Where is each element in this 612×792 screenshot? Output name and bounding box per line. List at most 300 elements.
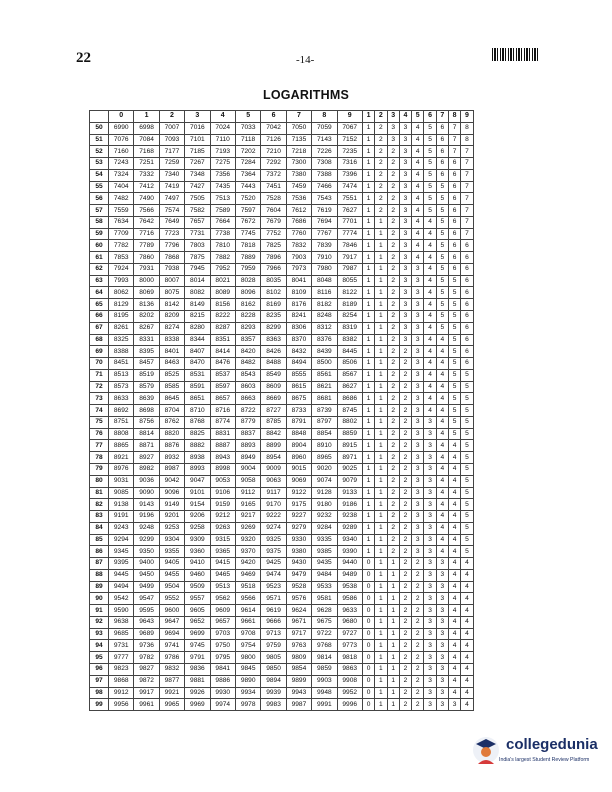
mean-difference-cell: 3 — [412, 346, 424, 358]
mean-difference-cell: 3 — [399, 169, 411, 181]
mantissa-cell: 8195 — [109, 311, 134, 323]
mean-difference-cell: 2 — [387, 322, 399, 334]
row-header: 73 — [90, 393, 109, 405]
mantissa-cell: 8325 — [109, 334, 134, 346]
mantissa-cell: 9777 — [109, 652, 134, 664]
mantissa-cell: 8241 — [286, 311, 311, 323]
mean-difference-cell: 7 — [461, 169, 473, 181]
mean-difference-cell: 1 — [362, 487, 374, 499]
mantissa-cell: 7324 — [109, 169, 134, 181]
mean-difference-cell: 1 — [362, 358, 374, 370]
mantissa-cell: 9605 — [185, 605, 210, 617]
mean-difference-cell: 4 — [436, 522, 448, 534]
mantissa-cell: 7340 — [159, 169, 184, 181]
mantissa-cell: 9624 — [286, 605, 311, 617]
mean-difference-cell: 2 — [399, 346, 411, 358]
mantissa-cell: 7404 — [109, 181, 134, 193]
table-row — [90, 511, 474, 523]
mantissa-cell: 7143 — [312, 134, 337, 146]
mantissa-cell: 9823 — [109, 663, 134, 675]
page-title: LOGARITHMS — [262, 88, 350, 102]
mean-difference-cell: 2 — [387, 369, 399, 381]
mean-difference-cell: 5 — [448, 311, 460, 323]
mean-difference-cell: 1 — [362, 511, 374, 523]
mean-difference-cell: 7 — [461, 158, 473, 170]
mean-difference-cell: 4 — [412, 193, 424, 205]
mantissa-cell: 9736 — [134, 640, 159, 652]
mantissa-cell: 9643 — [134, 616, 159, 628]
mantissa-cell: 9552 — [159, 593, 184, 605]
mean-difference-cell: 2 — [399, 452, 411, 464]
mantissa-cell: 9101 — [185, 487, 210, 499]
mean-difference-cell: 2 — [399, 593, 411, 605]
mantissa-cell: 9961 — [134, 699, 159, 711]
mantissa-cell: 7435 — [210, 181, 235, 193]
mean-difference-cell: 2 — [399, 428, 411, 440]
mean-difference-cell: 6 — [448, 158, 460, 170]
table-row — [90, 146, 474, 158]
mantissa-cell: 6990 — [109, 122, 134, 134]
row-header: 50 — [90, 122, 109, 134]
mean-difference-cell: 7 — [461, 181, 473, 193]
mantissa-cell: 8932 — [159, 452, 184, 464]
mantissa-cell: 9566 — [235, 593, 260, 605]
mantissa-cell: 7513 — [210, 193, 235, 205]
mean-difference-cell: 5 — [461, 440, 473, 452]
table-header-row — [90, 111, 474, 123]
table-row — [90, 487, 474, 499]
mean-difference-cell: 3 — [412, 299, 424, 311]
mean-difference-cell: 3 — [399, 146, 411, 158]
mantissa-cell: 9722 — [312, 628, 337, 640]
mantissa-cell: 9917 — [134, 687, 159, 699]
mantissa-cell: 9908 — [337, 675, 362, 687]
mean-difference-cell: 1 — [375, 699, 387, 711]
mantissa-cell: 9890 — [235, 675, 260, 687]
mantissa-cell: 8791 — [286, 416, 311, 428]
mean-difference-cell: 6 — [448, 181, 460, 193]
mean-difference-cell: 3 — [412, 263, 424, 275]
mantissa-cell: 8142 — [159, 299, 184, 311]
mean-difference-cell: 3 — [412, 393, 424, 405]
mantissa-cell: 7649 — [159, 216, 184, 228]
mantissa-cell: 8615 — [286, 381, 311, 393]
mean-difference-cell: 3 — [424, 675, 436, 687]
mean-difference-cell: 3 — [412, 534, 424, 546]
mantissa-cell: 7973 — [286, 263, 311, 275]
mantissa-cell: 8657 — [210, 393, 235, 405]
mantissa-cell: 9253 — [159, 522, 184, 534]
mantissa-cell: 9652 — [185, 616, 210, 628]
mean-difference-cell: 1 — [362, 463, 374, 475]
mean-difference-cell: 4 — [461, 663, 473, 675]
mean-difference-cell: 3 — [412, 405, 424, 417]
mean-difference-cell: 1 — [375, 640, 387, 652]
table-row — [90, 311, 474, 323]
mean-difference-cell: 4 — [461, 687, 473, 699]
mean-difference-cell: 1 — [375, 311, 387, 323]
mean-difference-cell: 1 — [362, 369, 374, 381]
mean-difference-cell: 2 — [387, 181, 399, 193]
mean-difference-cell: 4 — [448, 581, 460, 593]
mantissa-cell: 9325 — [261, 534, 286, 546]
mean-difference-cell: 4 — [448, 499, 460, 511]
mantissa-cell: 8267 — [134, 322, 159, 334]
mean-difference-cell: 4 — [424, 322, 436, 334]
row-header: 57 — [90, 205, 109, 217]
mean-difference-cell: 2 — [375, 205, 387, 217]
mantissa-cell: 8182 — [312, 299, 337, 311]
mantissa-cell: 7860 — [134, 252, 159, 264]
mantissa-cell: 9708 — [235, 628, 260, 640]
mantissa-cell: 9390 — [337, 546, 362, 558]
row-header: 90 — [90, 593, 109, 605]
mean-difference-cell: 3 — [436, 558, 448, 570]
mantissa-cell: 9586 — [337, 593, 362, 605]
mantissa-cell: 9047 — [185, 475, 210, 487]
mean-difference-cell: 4 — [436, 511, 448, 523]
mantissa-cell: 7810 — [210, 240, 235, 252]
mean-difference-cell: 4 — [461, 558, 473, 570]
mean-difference-cell: 4 — [448, 593, 460, 605]
row-header: 54 — [90, 169, 109, 181]
mean-difference-cell: 1 — [362, 416, 374, 428]
mantissa-cell: 9112 — [235, 487, 260, 499]
mantissa-cell: 9628 — [312, 605, 337, 617]
mean-difference-cell: 6 — [461, 263, 473, 275]
mantissa-cell: 9952 — [337, 687, 362, 699]
mean-difference-cell: 7 — [461, 216, 473, 228]
mantissa-cell: 8633 — [109, 393, 134, 405]
mean-difference-cell: 4 — [461, 699, 473, 711]
mean-difference-cell: 2 — [387, 216, 399, 228]
mantissa-cell: 8235 — [261, 311, 286, 323]
mantissa-cell: 7566 — [134, 205, 159, 217]
mean-difference-cell: 6 — [448, 240, 460, 252]
mantissa-cell: 9859 — [312, 663, 337, 675]
mantissa-cell: 8319 — [337, 322, 362, 334]
mantissa-cell: 9284 — [312, 522, 337, 534]
mean-difference-cell: 1 — [362, 475, 374, 487]
mantissa-cell: 8555 — [286, 369, 311, 381]
mantissa-cell: 9542 — [109, 593, 134, 605]
mean-difference-cell: 4 — [448, 475, 460, 487]
mantissa-cell: 7110 — [210, 134, 235, 146]
mean-difference-cell: 3 — [387, 122, 399, 134]
mantissa-cell: 9978 — [235, 699, 260, 711]
mean-difference-cell: 4 — [461, 675, 473, 687]
mean-difference-cell: 5 — [461, 369, 473, 381]
mean-difference-cell: 5 — [436, 287, 448, 299]
mantissa-cell: 9657 — [210, 616, 235, 628]
mantissa-cell: 9836 — [185, 663, 210, 675]
mean-difference-cell: 4 — [412, 228, 424, 240]
mean-difference-cell: 2 — [387, 405, 399, 417]
mantissa-cell: 9455 — [159, 569, 184, 581]
table-row — [90, 334, 474, 346]
mantissa-cell: 8162 — [235, 299, 260, 311]
mean-difference-cell: 4 — [424, 369, 436, 381]
mean-difference-cell: 6 — [436, 122, 448, 134]
mean-difference-cell: 1 — [362, 546, 374, 558]
mantissa-cell: 7466 — [312, 181, 337, 193]
mantissa-cell: 8096 — [235, 287, 260, 299]
mantissa-cell: 9814 — [312, 652, 337, 664]
mantissa-cell: 7694 — [312, 216, 337, 228]
mean-difference-cell: 3 — [424, 499, 436, 511]
mean-difference-cell: 1 — [375, 452, 387, 464]
mean-difference-cell: 3 — [424, 428, 436, 440]
mean-difference-cell: 2 — [387, 228, 399, 240]
mean-difference-cell: 0 — [362, 569, 374, 581]
mantissa-cell: 7101 — [185, 134, 210, 146]
mean-difference-cell: 3 — [412, 322, 424, 334]
mantissa-cell: 9138 — [109, 499, 134, 511]
mantissa-cell: 9106 — [210, 487, 235, 499]
logo-brand-text: collegedunia — [506, 736, 598, 753]
mantissa-cell: 9206 — [185, 511, 210, 523]
mean-difference-cell: 3 — [399, 181, 411, 193]
mantissa-cell: 8344 — [185, 334, 210, 346]
mantissa-cell: 7664 — [210, 216, 235, 228]
mean-difference-cell: 1 — [387, 699, 399, 711]
mean-difference-cell: 2 — [387, 252, 399, 264]
mean-difference-cell: 1 — [362, 452, 374, 464]
mantissa-cell: 9513 — [210, 581, 235, 593]
mean-difference-cell: 1 — [375, 299, 387, 311]
mantissa-cell: 7396 — [337, 169, 362, 181]
mean-difference-cell: 5 — [436, 252, 448, 264]
mean-difference-cell: 2 — [387, 334, 399, 346]
mantissa-cell: 8254 — [337, 311, 362, 323]
mean-difference-cell: 3 — [424, 463, 436, 475]
mean-difference-cell: 2 — [375, 169, 387, 181]
mantissa-cell: 7451 — [261, 181, 286, 193]
mean-difference-cell: 1 — [362, 287, 374, 299]
mean-difference-cell: 3 — [412, 381, 424, 393]
mean-difference-cell: 1 — [375, 416, 387, 428]
mantissa-cell: 7160 — [109, 146, 134, 158]
mantissa-cell: 8621 — [312, 381, 337, 393]
mantissa-cell: 8109 — [286, 287, 311, 299]
mean-difference-cell: 2 — [412, 663, 424, 675]
mean-difference-cell: 4 — [424, 381, 436, 393]
row-header: 68 — [90, 334, 109, 346]
mantissa-cell: 9614 — [235, 605, 260, 617]
row-header: 61 — [90, 252, 109, 264]
mantissa-cell: 8149 — [185, 299, 210, 311]
mean-difference-cell: 3 — [424, 452, 436, 464]
mantissa-cell: 7945 — [185, 263, 210, 275]
mean-difference-cell: 2 — [387, 440, 399, 452]
mean-difference-cell: 3 — [436, 616, 448, 628]
mantissa-cell: 8831 — [210, 428, 235, 440]
mean-difference-cell: 2 — [399, 616, 411, 628]
mean-difference-cell: 2 — [399, 358, 411, 370]
mantissa-cell: 9201 — [159, 511, 184, 523]
row-header: 93 — [90, 628, 109, 640]
mean-difference-cell: 4 — [424, 311, 436, 323]
mean-difference-cell: 1 — [375, 687, 387, 699]
mean-difference-cell: 6 — [448, 169, 460, 181]
mantissa-cell: 9180 — [312, 499, 337, 511]
mantissa-cell: 8494 — [286, 358, 311, 370]
mantissa-cell: 8222 — [210, 311, 235, 323]
mean-difference-cell: 3 — [436, 687, 448, 699]
mantissa-cell: 8331 — [134, 334, 159, 346]
mean-difference-cell: 1 — [375, 346, 387, 358]
mean-difference-cell: 2 — [399, 416, 411, 428]
mean-difference-cell: 6 — [436, 146, 448, 158]
mean-difference-cell: 4 — [424, 263, 436, 275]
mantissa-cell: 9175 — [286, 499, 311, 511]
row-header: 53 — [90, 158, 109, 170]
mean-difference-cell: 5 — [436, 263, 448, 275]
mean-difference-cell: 5 — [461, 393, 473, 405]
mantissa-cell: 8774 — [210, 416, 235, 428]
row-header: 69 — [90, 346, 109, 358]
column-header: 0 — [109, 111, 134, 123]
mean-difference-cell: 4 — [461, 593, 473, 605]
mantissa-cell: 7490 — [134, 193, 159, 205]
mantissa-cell: 9289 — [337, 522, 362, 534]
mean-difference-cell: 1 — [362, 228, 374, 240]
mean-difference-cell: 2 — [387, 346, 399, 358]
mantissa-cell: 9117 — [261, 487, 286, 499]
mantissa-cell: 7716 — [134, 228, 159, 240]
mantissa-cell: 7868 — [159, 252, 184, 264]
table-row — [90, 322, 474, 334]
mantissa-cell: 8993 — [185, 463, 210, 475]
mantissa-cell: 9685 — [109, 628, 134, 640]
logo-tagline: India's largest Student Review Platform — [499, 757, 590, 763]
mantissa-cell: 9320 — [235, 534, 260, 546]
mantissa-cell: 9186 — [337, 499, 362, 511]
mantissa-cell: 9868 — [109, 675, 134, 687]
mantissa-cell: 8871 — [134, 440, 159, 452]
mantissa-cell: 9845 — [235, 663, 260, 675]
mantissa-cell: 9090 — [134, 487, 159, 499]
mean-difference-cell: 4 — [461, 652, 473, 664]
table-row — [90, 216, 474, 228]
mean-difference-cell: 6 — [448, 193, 460, 205]
sheet-number: -14- — [296, 54, 315, 66]
mean-difference-cell: 1 — [362, 299, 374, 311]
mean-difference-cell: 3 — [424, 569, 436, 581]
column-header: 2 — [159, 111, 184, 123]
mean-difference-cell: 0 — [362, 581, 374, 593]
mean-difference-cell: 2 — [399, 675, 411, 687]
mean-difference-cell: 8 — [461, 122, 473, 134]
mean-difference-cell: 2 — [387, 146, 399, 158]
mean-difference-cell: 1 — [387, 558, 399, 570]
mean-difference-cell: 4 — [424, 216, 436, 228]
mean-difference-cell: 3 — [424, 640, 436, 652]
mantissa-cell: 9154 — [185, 499, 210, 511]
mean-difference-cell: 3 — [399, 240, 411, 252]
mantissa-cell: 8035 — [261, 275, 286, 287]
mantissa-cell: 7745 — [235, 228, 260, 240]
mantissa-cell: 7024 — [210, 122, 235, 134]
mean-difference-cell: 1 — [375, 369, 387, 381]
mantissa-cell: 8209 — [159, 311, 184, 323]
mean-difference-cell: 2 — [387, 263, 399, 275]
mean-difference-cell: 1 — [362, 205, 374, 217]
mantissa-cell: 7853 — [109, 252, 134, 264]
mean-difference-cell: 5 — [436, 216, 448, 228]
mantissa-cell: 8102 — [261, 287, 286, 299]
mean-difference-cell: 5 — [424, 146, 436, 158]
mean-difference-cell: 1 — [375, 534, 387, 546]
mantissa-cell: 9595 — [134, 605, 159, 617]
mean-difference-cell: 3 — [399, 299, 411, 311]
mantissa-cell: 7679 — [261, 216, 286, 228]
mantissa-cell: 8938 — [185, 452, 210, 464]
column-header: 6 — [261, 111, 286, 123]
row-header: 84 — [90, 522, 109, 534]
row-header: 89 — [90, 581, 109, 593]
mantissa-cell: 9661 — [235, 616, 260, 628]
mean-difference-cell: 5 — [436, 275, 448, 287]
row-header: 63 — [90, 275, 109, 287]
row-header: 74 — [90, 405, 109, 417]
mean-difference-cell: 3 — [424, 581, 436, 593]
mean-difference-cell: 2 — [375, 134, 387, 146]
row-header: 80 — [90, 475, 109, 487]
mantissa-cell: 8882 — [185, 440, 210, 452]
mean-difference-cell: 2 — [412, 640, 424, 652]
mantissa-cell: 8976 — [109, 463, 134, 475]
mantissa-cell: 7076 — [109, 134, 134, 146]
mantissa-cell: 7789 — [134, 240, 159, 252]
mantissa-cell: 8779 — [235, 416, 260, 428]
mean-difference-cell: 4 — [412, 252, 424, 264]
mantissa-cell: 7774 — [337, 228, 362, 240]
table-row — [90, 346, 474, 358]
mantissa-cell: 9279 — [286, 522, 311, 534]
mean-difference-cell: 4 — [448, 522, 460, 534]
mantissa-cell: 8426 — [261, 346, 286, 358]
mean-difference-cell: 3 — [399, 134, 411, 146]
mantissa-cell: 8082 — [185, 287, 210, 299]
mantissa-cell: 9854 — [286, 663, 311, 675]
mean-difference-cell: 3 — [399, 334, 411, 346]
mantissa-cell: 9425 — [261, 558, 286, 570]
mantissa-cell: 8627 — [337, 381, 362, 393]
mantissa-cell: 9350 — [134, 546, 159, 558]
mean-difference-cell: 4 — [436, 487, 448, 499]
mean-difference-cell: 4 — [436, 405, 448, 417]
mantissa-cell: 7767 — [312, 228, 337, 240]
mean-difference-cell: 3 — [412, 311, 424, 323]
mantissa-cell: 8007 — [159, 275, 184, 287]
mean-difference-cell: 2 — [399, 369, 411, 381]
mantissa-cell: 8543 — [235, 369, 260, 381]
mantissa-cell: 7380 — [286, 169, 311, 181]
mean-difference-cell: 2 — [387, 287, 399, 299]
mean-difference-cell: 1 — [362, 216, 374, 228]
mantissa-cell: 8982 — [134, 463, 159, 475]
mean-difference-cell: 4 — [424, 334, 436, 346]
mean-difference-cell: 3 — [436, 675, 448, 687]
mantissa-cell: 9763 — [286, 640, 311, 652]
mantissa-cell: 8463 — [159, 358, 184, 370]
mantissa-cell: 9750 — [210, 640, 235, 652]
mean-difference-cell: 4 — [448, 687, 460, 699]
mean-difference-cell: 1 — [387, 628, 399, 640]
mantissa-cell: 9850 — [261, 663, 286, 675]
mantissa-cell: 7388 — [312, 169, 337, 181]
